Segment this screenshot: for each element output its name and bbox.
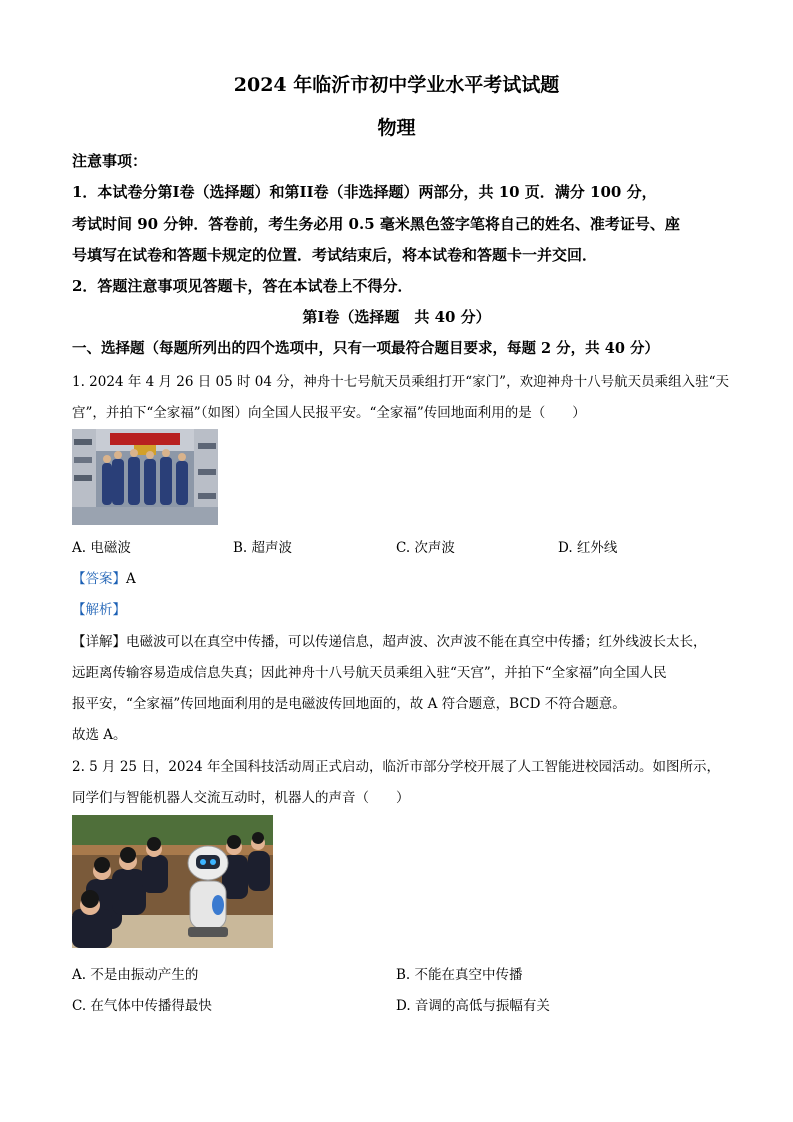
q2-stem-line1: 2. 5 月 25 日，2024 年全国科技活动周正式启动，临沂市部分学校开展了人工智能进校园活动。如图所示， [72, 759, 720, 775]
space-station-photo [72, 429, 218, 525]
q1-stem-line2: 宫”，并拍下“全家福”（如图）向全国人民报平安。“全家福”传回地面利用的是（ ） [72, 405, 586, 421]
q1-option-c: C. 次声波 [396, 540, 455, 556]
notes-heading: 注意事项： [72, 152, 148, 170]
robot-classroom-photo [72, 815, 273, 948]
q1-stem-line1: 1. 2024 年 4 月 26 日 05 时 04 分，神舟十七号航天员乘组打开“家门”，欢迎神舟十八号航天员乘组入驻“天 [72, 374, 729, 390]
q1-detail-line1 [72, 630, 707, 650]
analysis-label: 【解析】 [72, 602, 126, 618]
notes-item1-line1: 1．本试卷分第I卷（选择题）和第II卷（非选择题）两部分，共 10 页．满分 100 分， [72, 183, 657, 201]
section-heading: 一、选择题（每题所列出的四个选项中，只有一项最符合题目要求，每题 2 分，共 40 分） [72, 340, 659, 357]
q2-stem-line2: 同学们与智能机器人交流互动时，机器人的声音（ ） [72, 790, 410, 806]
q2-option-d: D. 音调的高低与振幅有关 [396, 998, 550, 1014]
subject-title: 物理 [377, 117, 416, 139]
detail-text: 电磁波可以在真空中传播，可以传递信息，超声波、次声波不能在真空中传播；红外线波长太长， [126, 634, 707, 650]
q1-option-d: D. 红外线 [558, 540, 618, 556]
notes-item1-line3: 号填写在试卷和答题卡规定的位置．考试结束后，将本试卷和答题卡一并交回． [72, 246, 598, 264]
answer-value: A [126, 571, 136, 587]
q1-option-a: A. 电磁波 [72, 540, 131, 556]
q1-detail-line3: 报平安，“全家福”传回地面利用的是电磁波传回地面的，故 A 符合题意，BCD 不符合题意。 [72, 696, 626, 712]
q1-answer [72, 567, 136, 587]
q1-detail-line2: 远距离传输容易造成信息失真；因此神舟十八号航天员乘组入驻“天宫”，并拍下“全家福”向全国人民 [72, 665, 667, 681]
q2-option-b: B. 不能在真空中传播 [396, 967, 523, 983]
notes-item1-line2: 考试时间 90 分钟．答卷前，考生务必用 0.5 毫米黑色签字笔将自己的姓名、准考证号、座 [72, 215, 680, 233]
detail-label: 【详解】 [72, 634, 126, 650]
answer-label: 【答案】 [72, 571, 126, 587]
part1-heading: 第I卷（选择题 共 40 分） [302, 308, 491, 326]
q1-option-b: B. 超声波 [233, 540, 293, 556]
exam-title: 2024 年临沂市初中学业水平考试试题 [233, 74, 560, 96]
q2-option-a: A. 不是由振动产生的 [72, 967, 199, 983]
q2-option-c: C. 在气体中传播得最快 [72, 998, 212, 1014]
q1-conclusion: 故选 A。 [72, 727, 127, 743]
notes-item2: 2．答题注意事项见答题卡，答在本试卷上不得分． [72, 277, 413, 295]
